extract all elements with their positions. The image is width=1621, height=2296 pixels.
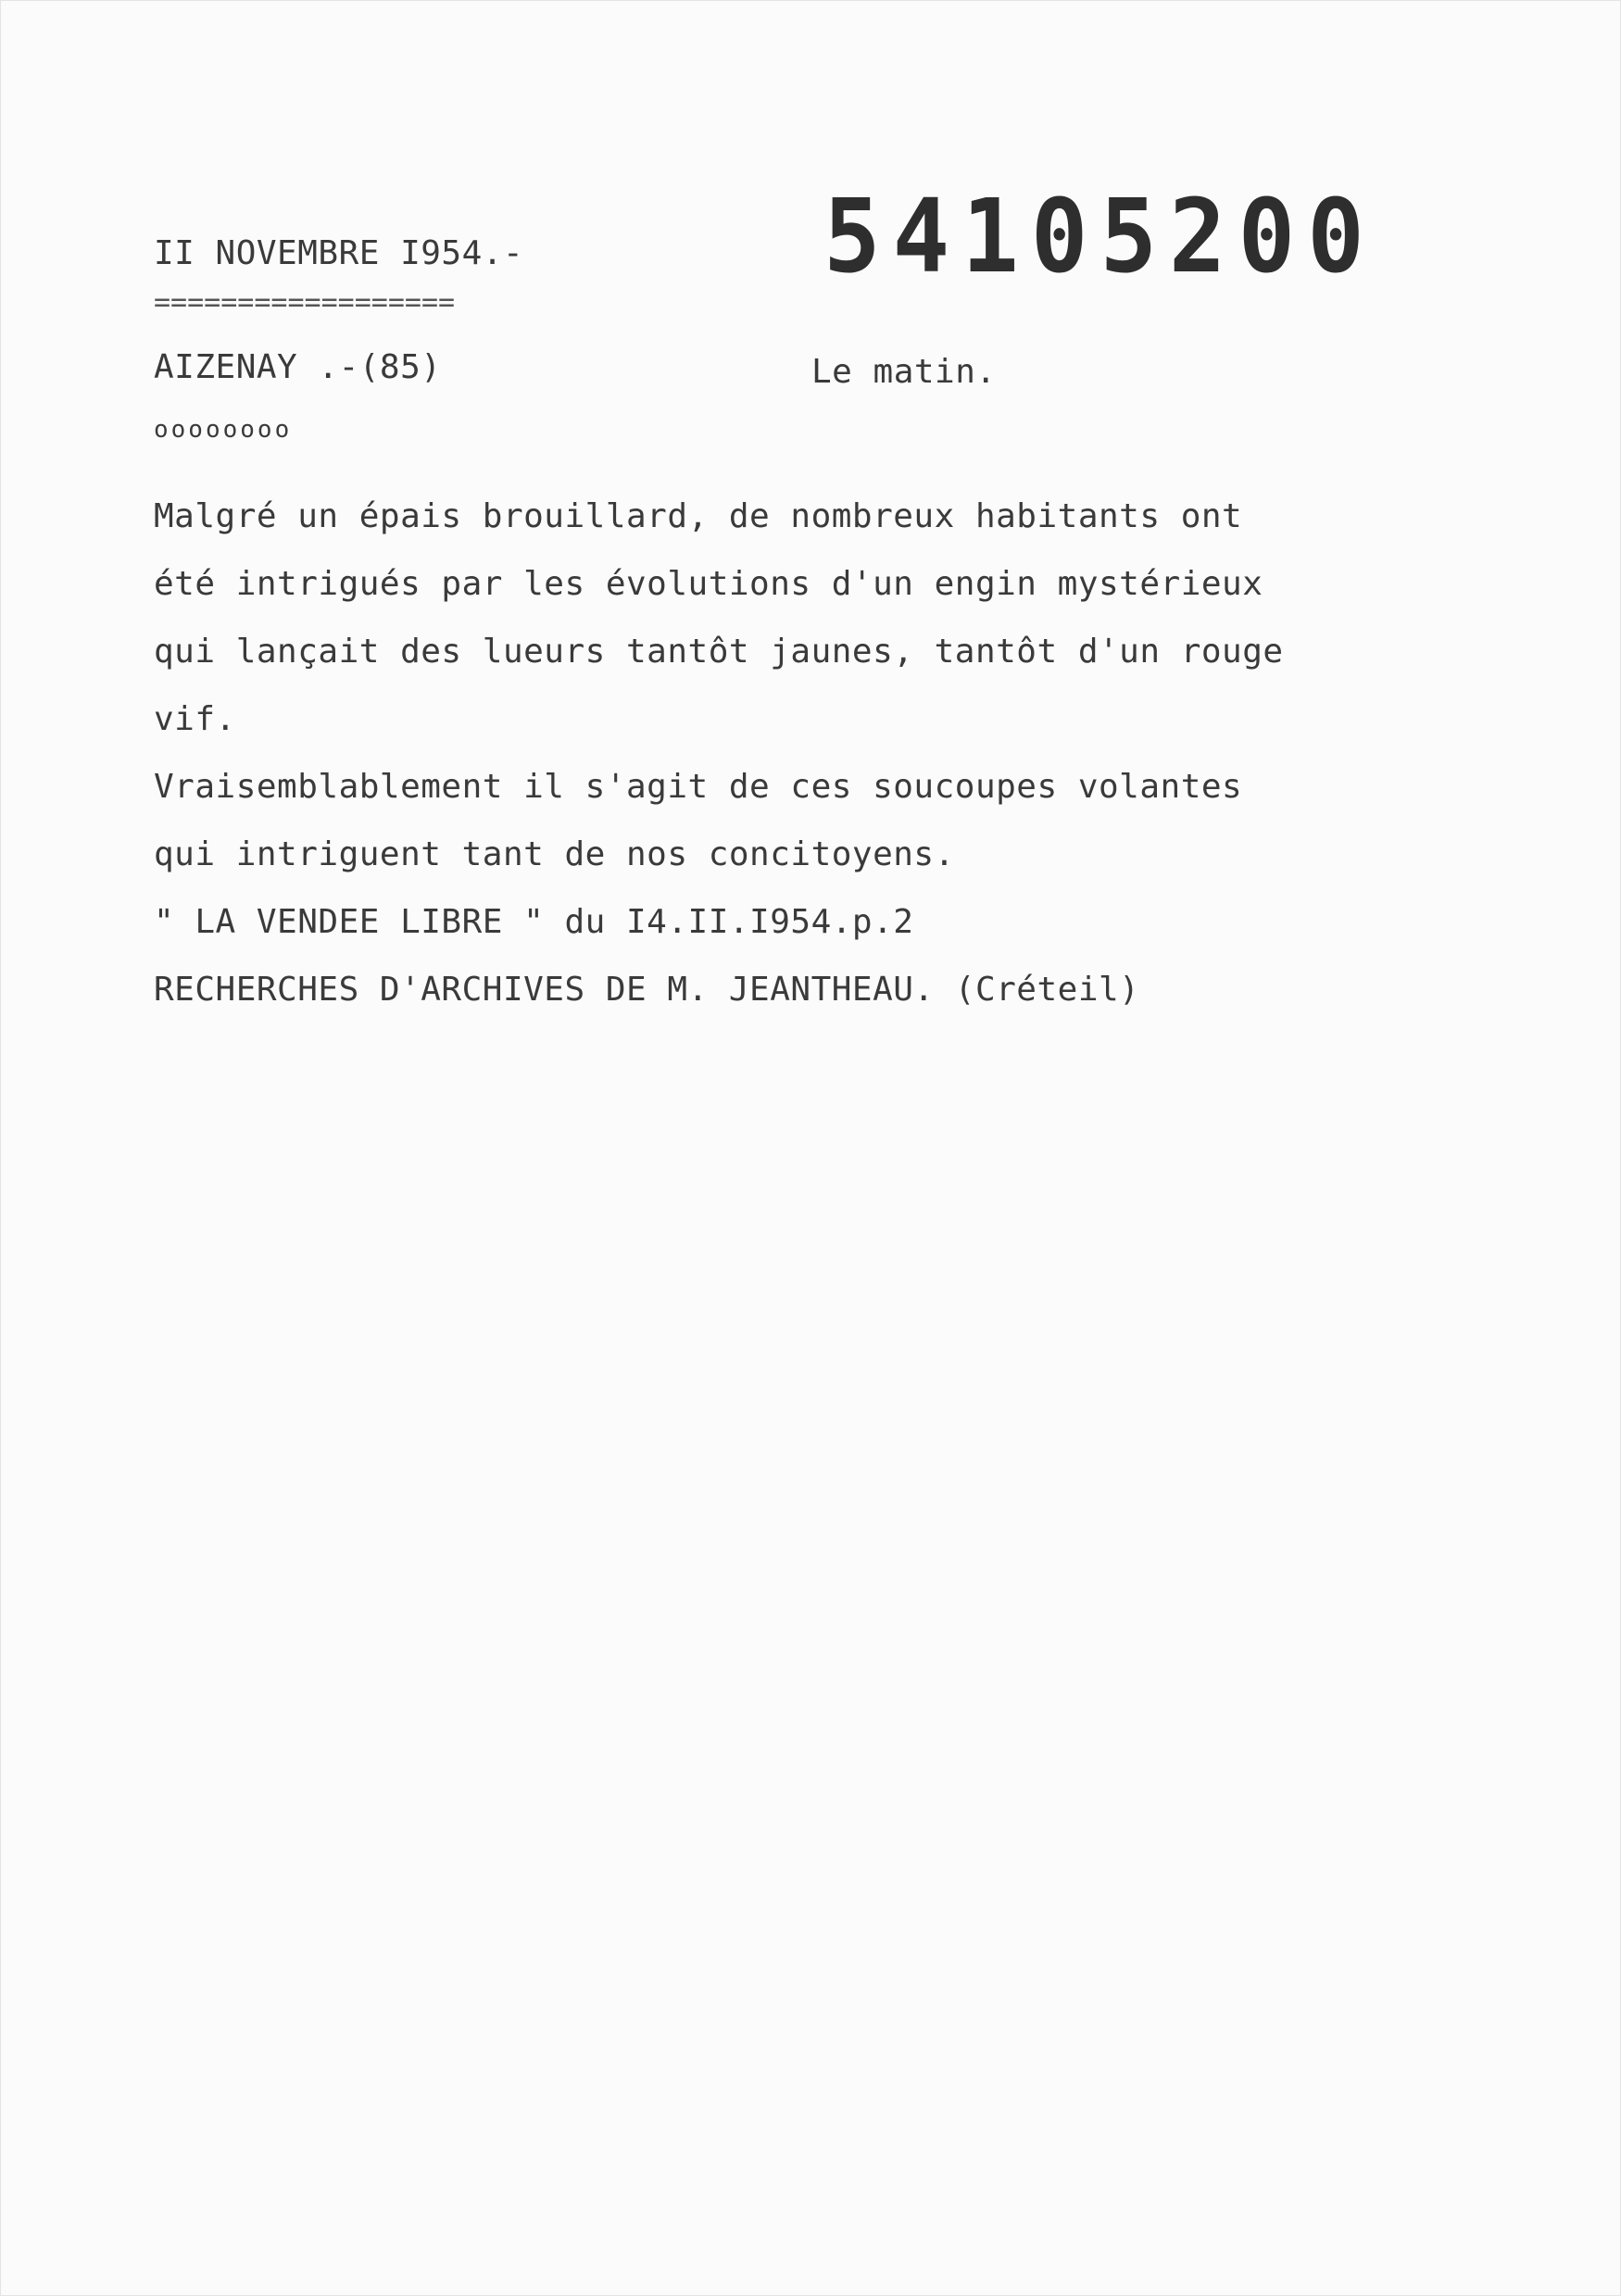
body-line: qui intriguent tant de nos concitoyens. [154,835,955,873]
report-body [154,483,1497,1023]
body-line: Vraisemblablement il s'agit de ces soucoupes volantes [154,768,1243,806]
archive-credit: RECHERCHES D'ARCHIVES DE M. JEANTHEAU. (Créteil) [154,971,1140,1009]
body-line: Malgré un épais brouillard, de nombreux habitants ont [154,497,1243,535]
source-citation: " LA VENDEE LIBRE " du I4.II.I954.p.2 [154,903,914,941]
date-underline: ================== [154,286,456,319]
body-line: vif. [154,700,236,738]
date-line: II NOVEMBRE I954.- [154,234,524,272]
time-of-day: Le matin. [811,353,997,391]
reference-number-stamp: 54105200 [823,177,1376,295]
location-line: AIZENAY .-(85) [154,348,442,386]
body-line: qui lançait des lueurs tantôt jaunes, tantôt d'un rouge [154,633,1284,671]
separator-line: oooooooo [154,416,293,444]
body-line: été intrigués par les évolutions d'un engin mystérieux [154,565,1263,603]
